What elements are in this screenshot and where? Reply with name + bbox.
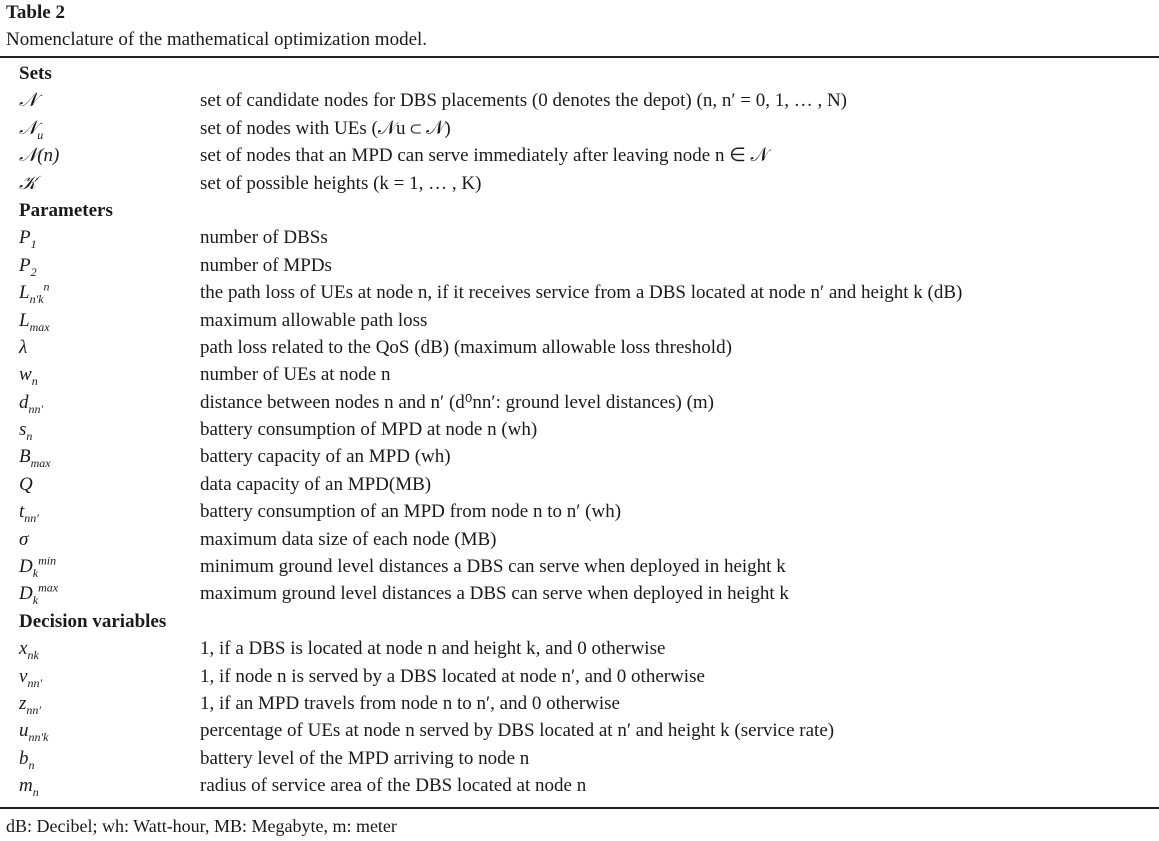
- description: battery level of the MPD arriving to node n: [200, 747, 530, 769]
- symbol: [19, 252, 37, 279]
- symbol: [19, 115, 43, 142]
- symbol-subscript: u: [37, 127, 44, 142]
- table-row: [0, 663, 1159, 690]
- symbol: [19, 443, 51, 470]
- symbol-base: b: [19, 747, 29, 769]
- description: maximum allowable path loss: [200, 309, 428, 331]
- symbol: [19, 279, 50, 306]
- description: set of possible heights (k = 1, … , K): [200, 172, 482, 194]
- symbol-subscript: 1: [30, 237, 37, 252]
- symbol-base: t: [19, 501, 25, 523]
- description: set of nodes with UEs (𝒩u ⊂ 𝒩): [200, 117, 451, 139]
- symbol-base: λ: [19, 336, 28, 358]
- table-row: [0, 690, 1159, 717]
- table-row: [0, 635, 1159, 662]
- table-row: [0, 498, 1159, 525]
- symbol: [19, 690, 41, 717]
- section-header: [0, 608, 1159, 635]
- table-row: [0, 361, 1159, 388]
- symbol-base: z: [19, 692, 27, 714]
- table-row: [0, 471, 1159, 498]
- symbol: [19, 745, 35, 772]
- symbol-base: m: [19, 775, 33, 797]
- description: the path loss of UEs at node n, if it receives service from a DBS located at node n′ and height k (dB): [200, 282, 963, 304]
- symbol: [19, 772, 39, 799]
- description: number of MPDs: [200, 254, 332, 276]
- symbol-subscript: max: [29, 319, 50, 334]
- table-row: [0, 334, 1159, 361]
- table-row: [0, 389, 1159, 416]
- symbol: [19, 663, 42, 690]
- symbol-base: 𝒩: [19, 90, 38, 112]
- table-row: [0, 526, 1159, 553]
- symbol: [19, 361, 38, 388]
- symbol: [19, 87, 37, 114]
- symbol: [19, 334, 27, 361]
- symbol-base: σ: [19, 528, 29, 550]
- description: minimum ground level distances a DBS can serve when deployed in height k: [200, 556, 786, 578]
- symbol-base: u: [19, 720, 29, 742]
- description: battery capacity of an MPD (wh): [200, 446, 451, 468]
- description: battery consumption of an MPD from node n to n′ (wh): [200, 501, 622, 523]
- symbol-subscript: nn′: [24, 511, 39, 526]
- symbol-subscript: k: [32, 565, 39, 580]
- symbol: [19, 471, 33, 498]
- symbol: [19, 553, 56, 580]
- table-row: [0, 416, 1159, 443]
- symbol-subscript: nn′k: [28, 730, 49, 745]
- symbol-subscript: nn′: [26, 702, 42, 717]
- description: battery consumption of MPD at node n (wh): [200, 419, 538, 441]
- description: path loss related to the QoS (dB) (maximum allowable loss threshold): [200, 336, 732, 358]
- description: maximum ground level distances a DBS can serve when deployed in height k: [200, 583, 789, 605]
- symbol: [19, 498, 39, 525]
- symbol-superscript: n: [43, 279, 50, 294]
- symbol-subscript: max: [30, 456, 51, 471]
- symbol: [19, 170, 37, 197]
- section-header: [0, 60, 1159, 87]
- symbol-base: 𝒩(n): [19, 145, 60, 167]
- symbol-subscript: nk: [27, 648, 39, 662]
- table-row: [0, 553, 1159, 580]
- table-caption: Nomenclature of the mathematical optimization model.: [6, 29, 428, 50]
- table-row: [0, 307, 1159, 334]
- symbol: [19, 635, 39, 662]
- symbol-subscript: nn′: [28, 401, 44, 416]
- symbol-base: w: [19, 364, 32, 386]
- table-row: [0, 443, 1159, 470]
- symbol-base: L: [19, 309, 30, 331]
- symbol: [19, 580, 58, 607]
- symbol-base: x: [19, 638, 28, 660]
- description: number of DBSs: [200, 227, 328, 249]
- symbol: [19, 389, 43, 416]
- section-title: Parameters: [19, 199, 113, 221]
- symbol: [19, 717, 48, 744]
- symbol-subscript: n: [32, 784, 39, 799]
- description: set of nodes that an MPD can serve immediately after leaving node n ∈ 𝒩: [200, 145, 769, 167]
- table-row: [0, 142, 1159, 169]
- symbol-base: D: [19, 583, 33, 605]
- symbol-base: 𝒩: [19, 117, 38, 139]
- table-row: [0, 717, 1159, 744]
- table-row: [0, 170, 1159, 197]
- section-title: Decision variables: [19, 610, 167, 632]
- description: percentage of UEs at node n served by DBS located at n′ and height k (service rate): [200, 720, 835, 742]
- description: 1, if an MPD travels from node n to n′, and 0 otherwise: [200, 692, 620, 714]
- symbol-base: B: [19, 446, 31, 468]
- description: maximum data size of each node (MB): [200, 528, 497, 550]
- top-rule: [0, 56, 1159, 58]
- description: set of candidate nodes for DBS placements (0 denotes the depot) (n, n′ = 0, 1, … , N): [200, 90, 847, 112]
- symbol-base: s: [19, 419, 27, 441]
- section-title: Sets: [19, 63, 52, 84]
- table-row: [0, 87, 1159, 114]
- symbol-base: d: [19, 391, 29, 413]
- table-row: [0, 252, 1159, 279]
- symbol-subscript: n: [28, 757, 35, 772]
- table-label: Table 2: [6, 2, 65, 23]
- symbol-base: P: [19, 227, 31, 249]
- table-row: [0, 115, 1159, 142]
- nomenclature-table: [0, 60, 1159, 800]
- symbol: [19, 224, 37, 251]
- table-footnote: dB: Decibel; wh: Watt-hour, MB: Megabyte, m: meter: [6, 816, 397, 836]
- description: 1, if a DBS is located at node n and height k, and 0 otherwise: [200, 638, 666, 660]
- description: number of UEs at node n: [200, 364, 391, 386]
- symbol: [19, 307, 50, 334]
- table-row: [0, 745, 1159, 772]
- symbol-subscript: n: [26, 428, 33, 443]
- symbol-subscript: 2: [30, 264, 37, 279]
- symbol-superscript: max: [38, 581, 59, 596]
- symbol-base: D: [19, 556, 33, 578]
- symbol-subscript: nn′: [27, 675, 43, 690]
- table-row: [0, 580, 1159, 607]
- description: 1, if node n is served by a DBS located at node n′, and 0 otherwise: [200, 665, 705, 687]
- symbol: [19, 526, 28, 553]
- symbol-subscript: k: [32, 593, 39, 608]
- symbol-subscript: n: [31, 374, 38, 389]
- symbol: [19, 142, 59, 169]
- symbol-subscript: n′k: [29, 291, 44, 306]
- section-header: [0, 197, 1159, 224]
- table-row: [0, 279, 1159, 306]
- description: radius of service area of the DBS located at node n: [200, 775, 587, 797]
- symbol-base: 𝒦: [19, 172, 37, 194]
- symbol-base: v: [19, 665, 28, 687]
- table-row: [0, 772, 1159, 799]
- table-row: [0, 224, 1159, 251]
- symbol-base: Q: [19, 473, 33, 495]
- description: distance between nodes n and n′ (d⁰nn′: ground level distances) (m): [200, 391, 715, 413]
- symbol-superscript: min: [38, 553, 57, 568]
- symbol-base: P: [19, 254, 31, 276]
- symbol: [19, 416, 32, 443]
- bottom-rule: [0, 807, 1159, 809]
- symbol-base: L: [19, 282, 30, 304]
- description: data capacity of an MPD(MB): [200, 473, 432, 495]
